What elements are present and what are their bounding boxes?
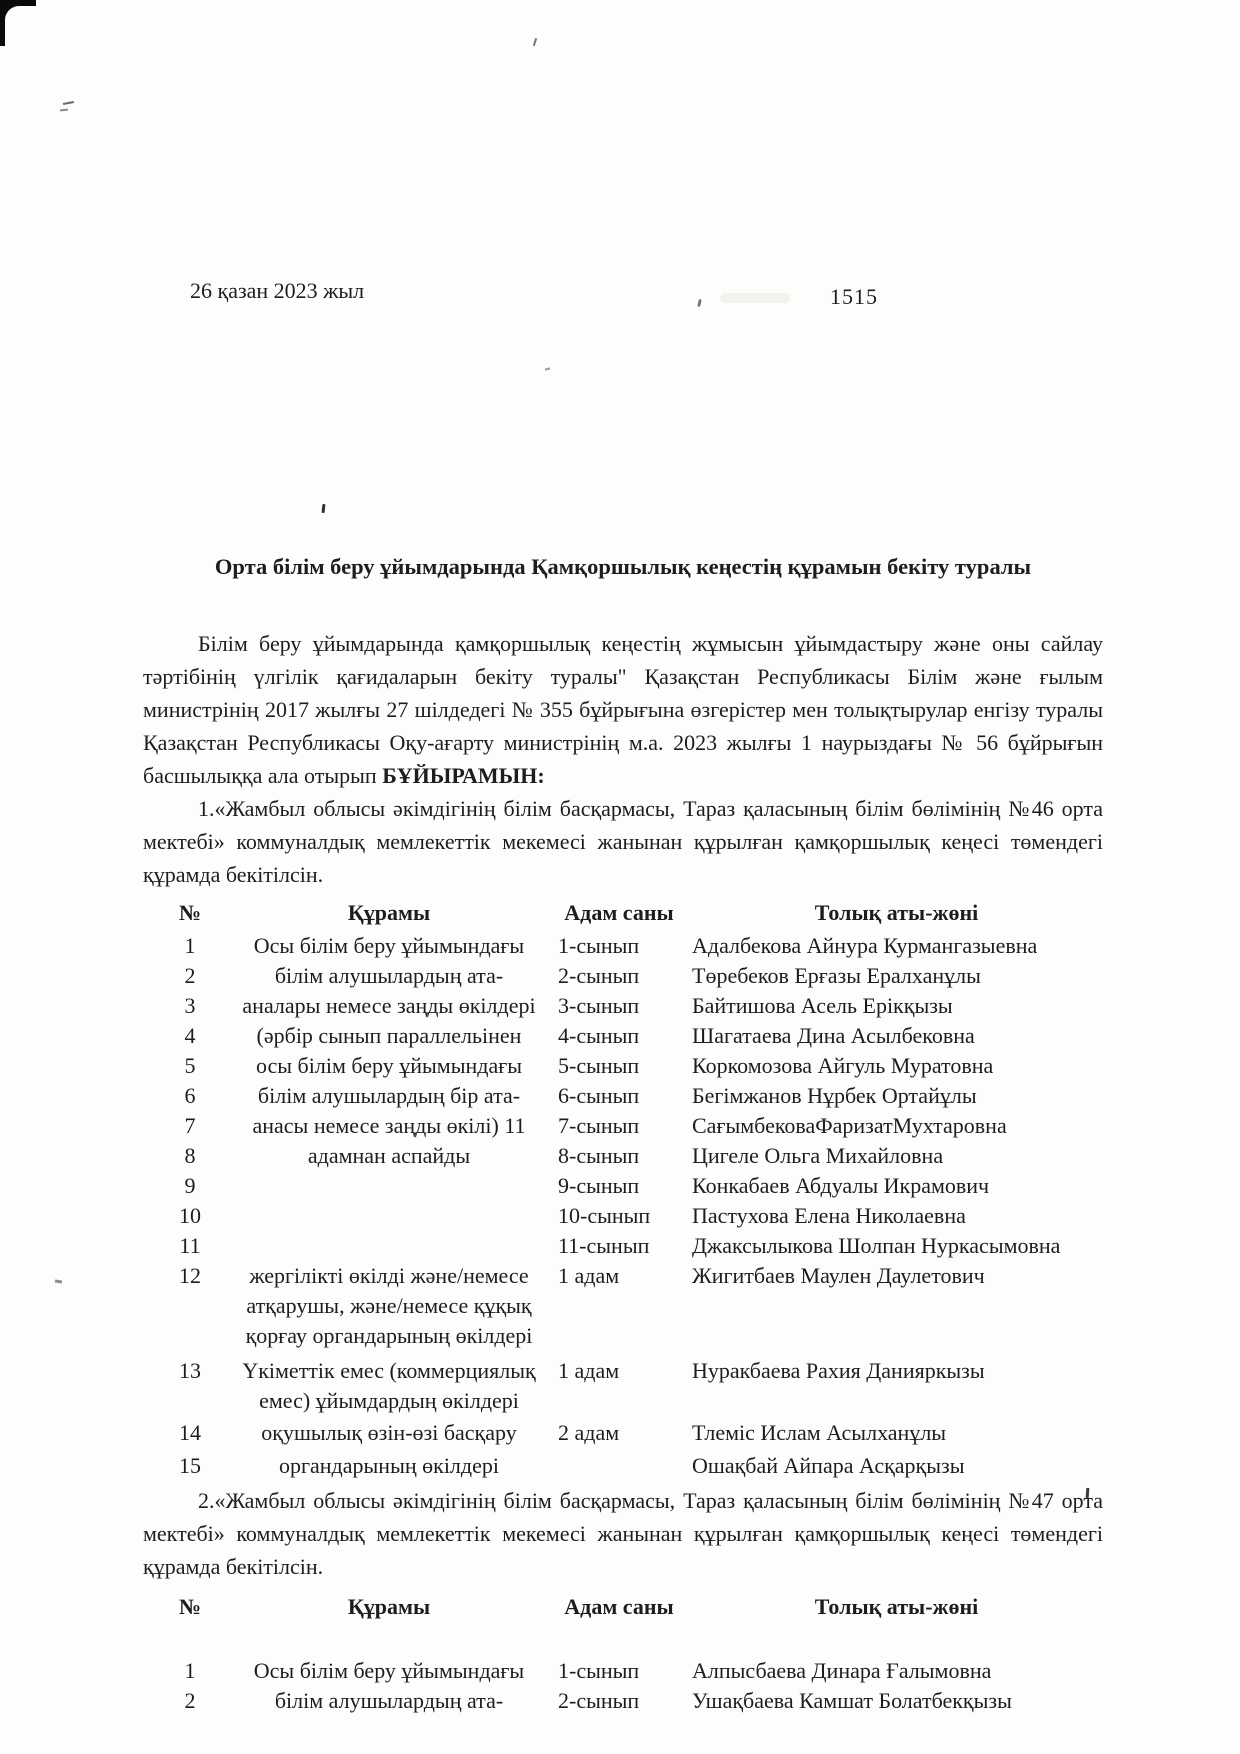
- row-name: Адалбекова Айнура Курмангазыевна: [692, 933, 1038, 958]
- order-item-1: 1.«Жамбыл облысы әкімдігінің білім басқармасы, Тараз қаласының білім бөлімінің №46 орта мектебі» коммуналдық мемлекеттік мекемесі жанынан құрылған қамқоршылық кеңесі төмендегі құрамда бекітілсін.: [143, 796, 1103, 887]
- row-number: 1: [184, 933, 196, 958]
- row-name: Нуракбаева Рахия Данияркызы: [692, 1358, 985, 1383]
- column-header-name: Толық аты-жөні: [814, 1594, 979, 1619]
- row-names: [690, 1416, 1103, 1482]
- row-name: СағымбековаФаризатМухтаровна: [692, 1113, 1007, 1138]
- row-composition: Үкіметтік емес (коммерциялық емес) ұйымдардың өкілдері: [242, 1358, 536, 1413]
- row-composition: адамнан аспайды: [307, 1143, 471, 1168]
- scan-artifact: [55, 1280, 62, 1284]
- row-count: 10-сынып: [558, 1203, 651, 1228]
- row-count: 1 адам: [558, 1358, 620, 1383]
- row-name: Жигитбаев Маулен Даулетович: [692, 1263, 985, 1288]
- row-number: 6: [184, 1083, 196, 1108]
- row-number: 1: [184, 1658, 196, 1683]
- column-header-no: №: [178, 900, 202, 925]
- row-name: Конкабаев Абдуалы Икрамович: [692, 1173, 990, 1198]
- table-row-14-15: [150, 1416, 1103, 1482]
- document-number: 1515: [830, 284, 878, 309]
- row-name: Байтишова Асель Ерікқызы: [692, 993, 953, 1018]
- column-header-count: Адам саны: [564, 1594, 674, 1619]
- column-header-composition: Құрамы: [347, 900, 431, 925]
- row-composition: білім алушылардың ата-: [274, 1688, 504, 1713]
- scan-artifact: [60, 109, 68, 112]
- document-title: Орта білім беру ұйымдарында Қамқоршылық кеңестің құрамын бекіту туралы: [214, 554, 1032, 579]
- preamble-text: Білім беру ұйымдарында қамқоршылық кеңестің жұмысын ұйымдастыру және оны сайлау тәртібінің үлгілік қағидаларын бекіту туралы" Қазақстан Республикасы Білім және ғылым министрінің 2017 жылғы 27 шілдедегі № 355 бұйрығына өзгерістер мен толықтырулар енгізу туралы Қазақстан Республикасы Оқу-ағарту министрінің м.а. 2023 жылғы 1 наурыздағы № 56 бұйрығын басшылыққа ала отырып: [143, 631, 1103, 788]
- row-composition: Осы білім беру ұйымындағы: [253, 933, 525, 958]
- row-name: Шагатаева Дина Асылбековна: [692, 1023, 975, 1048]
- scan-artifact: [533, 38, 537, 46]
- row-composition: [230, 1231, 548, 1261]
- row-number: 3: [184, 993, 196, 1018]
- table-row: [150, 1656, 1103, 1686]
- table-1-header: [150, 897, 1103, 928]
- row-composition: осы білім беру ұйымындағы: [255, 1053, 523, 1078]
- row-composition: оқушылық өзін-өзі басқару органдарының өкілдері: [261, 1420, 517, 1478]
- row-number: 10: [179, 1203, 201, 1228]
- row-name: Цигеле Ольга Михайловна: [692, 1143, 944, 1168]
- row-count: 1-сынып: [558, 933, 640, 958]
- row-name: Бегімжанов Нұрбек Ортайұлы: [692, 1083, 977, 1108]
- table-2-header: [150, 1591, 1103, 1622]
- row-number: 5: [184, 1053, 196, 1078]
- row-count: 8-сынып: [558, 1143, 640, 1168]
- column-header-composition: Құрамы: [347, 1594, 431, 1619]
- row-composition: аналары немесе заңды өкілдері: [242, 993, 536, 1018]
- table-row: [150, 1261, 1103, 1351]
- row-name: Төребеков Ерғазы Ералханұлы: [692, 963, 981, 988]
- column-header-no: №: [178, 1594, 202, 1619]
- row-number: 11: [179, 1233, 201, 1258]
- preamble-paragraph: [143, 627, 1103, 792]
- row-count: 7-сынып: [558, 1113, 640, 1138]
- table-row: [150, 991, 1103, 1021]
- row-number: 2: [184, 963, 196, 988]
- row-name: Тлеміс Ислам Асылханұлы: [692, 1420, 947, 1445]
- row-count: 6-сынып: [558, 1083, 640, 1108]
- row-name: Ушақбаева Камшат Болатбекқызы: [692, 1688, 1012, 1713]
- table-row: [150, 1231, 1103, 1261]
- document-meta: [143, 278, 1103, 311]
- row-number: 9: [184, 1173, 196, 1198]
- row-count: 1 адам: [558, 1263, 620, 1288]
- scan-artifact-corner: [0, 0, 36, 46]
- order-item-2: 2.«Жамбыл облысы әкімдігінің білім басқармасы, Тараз қаласының білім бөлімінің №47 орта мектебі» коммуналдық мемлекеттік мекемесі жанынан құрылған қамқоршылық кеңесі төмендегі құрамда бекітілсін.: [143, 1488, 1103, 1579]
- table-row: [150, 1356, 1103, 1416]
- table-row: [150, 931, 1103, 961]
- row-count: 2-сынып: [558, 1688, 640, 1713]
- row-composition: анасы немесе заңды өкілі) 11: [252, 1113, 526, 1138]
- row-number: 12: [179, 1263, 201, 1288]
- row-count: 3-сынып: [558, 993, 640, 1018]
- row-count: 4-сынып: [558, 1023, 640, 1048]
- row-composition: жергілікті өкілді және/немесе атқарушы, және/немесе құқық қорғау органдарының өкілдері: [245, 1263, 533, 1348]
- scan-artifact: [63, 101, 74, 105]
- row-name: Ошақбай Айпара Асқарқызы: [692, 1453, 965, 1478]
- row-count: 9-сынып: [558, 1173, 640, 1198]
- row-number: 7: [184, 1113, 196, 1138]
- trustee-table-1: [143, 897, 1103, 1482]
- row-composition: білім алушылардың бір ата-: [257, 1083, 521, 1108]
- table-row: [150, 1111, 1103, 1141]
- row-number: 4: [184, 1023, 196, 1048]
- row-count: 2-сынып: [558, 963, 640, 988]
- row-number: 14: [179, 1420, 201, 1445]
- row-number: 8: [184, 1143, 196, 1168]
- row-name: Пастухова Елена Николаевна: [692, 1203, 966, 1228]
- row-composition: [230, 1171, 548, 1201]
- row-count: 5-сынып: [558, 1053, 640, 1078]
- table-row: [150, 1051, 1103, 1081]
- table-row: [150, 1021, 1103, 1051]
- row-count: 2 адам: [558, 1420, 620, 1445]
- row-composition: [230, 1201, 548, 1231]
- order-word: БҰЙЫРАМЫН:: [382, 763, 545, 788]
- row-count: 1-сынып: [558, 1658, 640, 1683]
- row-count: 11-сынып: [558, 1233, 650, 1258]
- table-row: [150, 1686, 1103, 1716]
- table-row: [150, 1081, 1103, 1111]
- table-row: [150, 1201, 1103, 1231]
- column-header-count: Адам саны: [564, 900, 674, 925]
- row-composition: Осы білім беру ұйымындағы: [253, 1658, 525, 1683]
- row-name: Алпысбаева Динара Ғалымовна: [692, 1658, 992, 1683]
- table-row: [150, 1141, 1103, 1171]
- row-numbers: [150, 1416, 230, 1482]
- row-name: Коркомозова Айгуль Муратовна: [692, 1053, 994, 1078]
- row-number: 2: [184, 1688, 196, 1713]
- trustee-table-2: [143, 1591, 1103, 1716]
- row-composition: (әрбір сынып параллельінен: [256, 1023, 522, 1048]
- row-number: 13: [179, 1358, 201, 1383]
- row-number: 15: [179, 1453, 201, 1478]
- row-composition: білім алушылардың ата-: [274, 963, 504, 988]
- table-row: [150, 961, 1103, 991]
- document-date: 26 қазан 2023 жыл: [190, 278, 365, 303]
- table-row: [150, 1171, 1103, 1201]
- column-header-name: Толық аты-жөні: [814, 900, 979, 925]
- row-name: Джаксылыкова Шолпан Нуркасымовна: [692, 1233, 1061, 1258]
- document-content: [143, 278, 1103, 1716]
